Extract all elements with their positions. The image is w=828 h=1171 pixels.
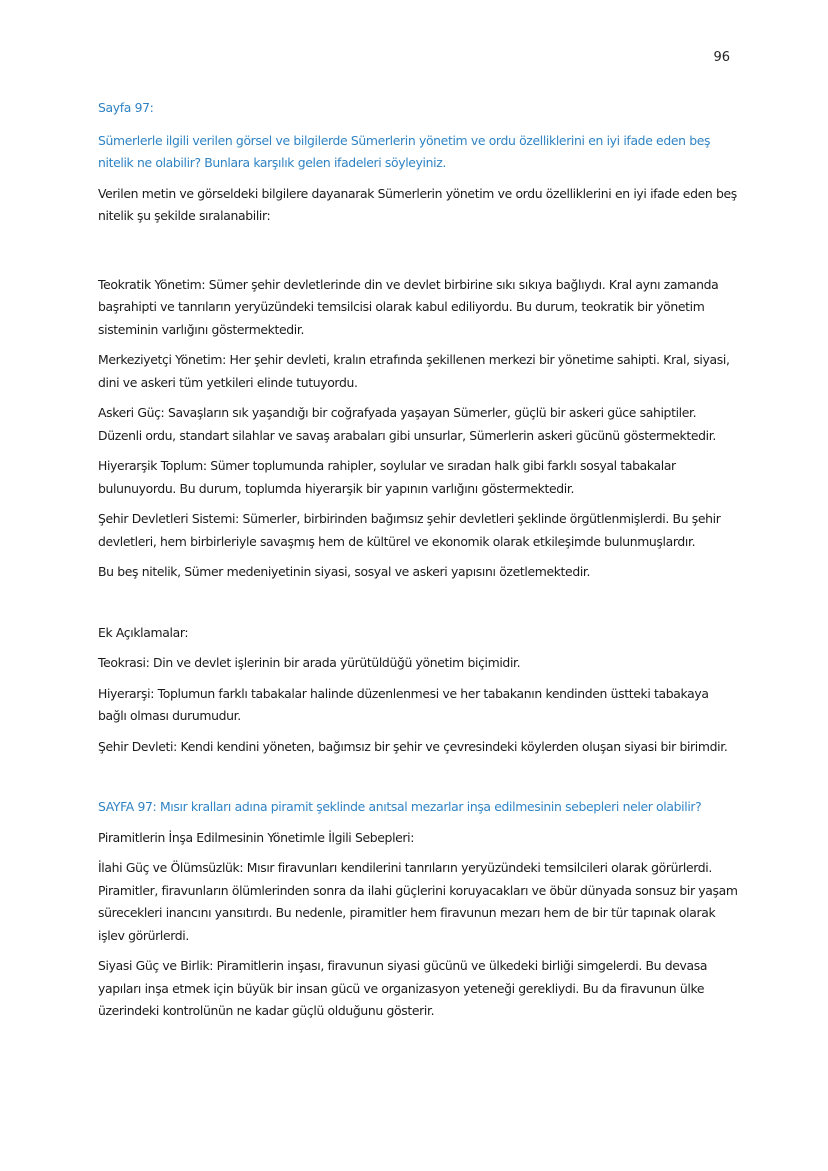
paragraph-military: Askeri Güç: Savaşların sık yaşandığı bir coğrafyada yaşayan Sümerler, güçlü bir askeri güce sahiptiler. Düzenli ordu, standart silahlar ve savaş arabaları gibi unsurlar, Sümerlerin askeri gücünü göstermektedir. bbox=[98, 405, 716, 443]
notes-heading: Ek Açıklamalar: bbox=[98, 624, 189, 640]
question-pyramids: SAYFA 97: Mısır kralları adına piramit şeklinde anıtsal mezarlar inşa edilmesinin sebepleri neler olabilir? bbox=[98, 799, 702, 814]
paragraph-political-power: Siyasi Güç ve Birlik: Piramitlerin inşası, firavunun siyasi gücünü ve ülkedeki birliği simgelerdi. Bu devasa yapıları inşa etmek için büyük bir insan gücü ve organizasyon yeteneği gerekliydi. Bu da firavunun ülke üzerindeki kontrolünün ne kadar güçlü olduğunu gösterir. bbox=[98, 958, 708, 1018]
paragraph-theocratic: Teokratik Yönetim: Sümer şehir devletlerinde din ve devlet birbirine sıkı sıkıya bağlıydı. Kral aynı zamanda başrahipti ve tanrıların yeryüzündeki temsilcisi olarak kabul ediliyordu. Bu durum, teokratik bir yönetim sisteminin varlığını göstermektedir. bbox=[98, 276, 719, 337]
question-text: Sümerlerle ilgili verilen görsel ve bilgilerde Sümerlerin yönetim ve ordu özelliklerini en iyi ifade eden beş nitelik ne olabilir? Bunlara karşılık gelen ifadeleri söyleyiniz. bbox=[98, 132, 711, 170]
note-theocracy: Teokrasi: Din ve devlet işlerinin bir arada yürütüldüğü yönetim biçimidir. bbox=[98, 655, 521, 670]
note-city-state: Şehir Devleti: Kendi kendini yöneten, bağımsız bir şehir ve çevresindeki köylerden oluşan siyasi bir birimdir. bbox=[98, 738, 728, 754]
pyramids-heading: Piramitlerin İnşa Edilmesinin Yönetimle İlgili Sebepleri: bbox=[98, 829, 415, 845]
note-hierarchy: Hiyerarşi: Toplumun farklı tabakalar halinde düzenlenmesi ve her tabakanın kendinden üstteki tabakaya bağlı olması durumudur. bbox=[98, 685, 709, 723]
spacer bbox=[98, 592, 738, 622]
document-body bbox=[98, 97, 738, 1031]
paragraph-hierarchy: Hiyerarşik Toplum: Sümer toplumunda rahipler, soylular ve sıradan halk gibi farklı sosyal tabakalar bulunuyordu. Bu durum, toplumda hiyerarşik bir yapının varlığını göstermektedir. bbox=[98, 458, 676, 496]
paragraph-centralized: Merkeziyetçi Yönetim: Her şehir devleti, kralın etrafında şekillenen merkezi bir yönetime sahipti. Kral, siyasi, dini ve askeri tüm yetkileri elinde tutuyordu. bbox=[98, 352, 730, 390]
section-heading: Sayfa 97: bbox=[98, 100, 154, 115]
spacer bbox=[98, 766, 738, 796]
paragraph-divine-power: İlahi Güç ve Ölümsüzlük: Mısır firavunları kendilerini tanrıların yeryüzündeki temsilcileri olarak görürlerdi. Piramitler, firavunların ölümlerinden sonra da ilahi güçlerini koruyacakları ve öbür dünyada sonsuz bir yaşam sürecekleri inancını yansıtırdı. Bu nedenle, piramitler hem firavunun mezarı hem de bir tür tapınak olarak işlev görürlerdi. bbox=[98, 860, 738, 943]
paragraph-summary: Bu beş nitelik, Sümer medeniyetinin siyasi, sosyal ve askeri yapısını özetlemektedir. bbox=[98, 564, 591, 579]
spacer bbox=[98, 236, 738, 274]
intro-paragraph: Verilen metin ve görseldeki bilgilere dayanarak Sümerlerin yönetim ve ordu özelliklerini en iyi ifade eden beş nitelik şu şekilde sıralanabilir: bbox=[98, 185, 737, 223]
page-number: 96 bbox=[713, 50, 730, 65]
paragraph-city-states: Şehir Devletleri Sistemi: Sümerler, birbirinden bağımsız şehir devletleri şeklinde örgütlenmişlerdi. Bu şehir devletleri, hem birbirleriyle savaşmış hem de kültürel ve ekonomik olarak etkileşimde bulunmuşlardır. bbox=[98, 511, 721, 549]
